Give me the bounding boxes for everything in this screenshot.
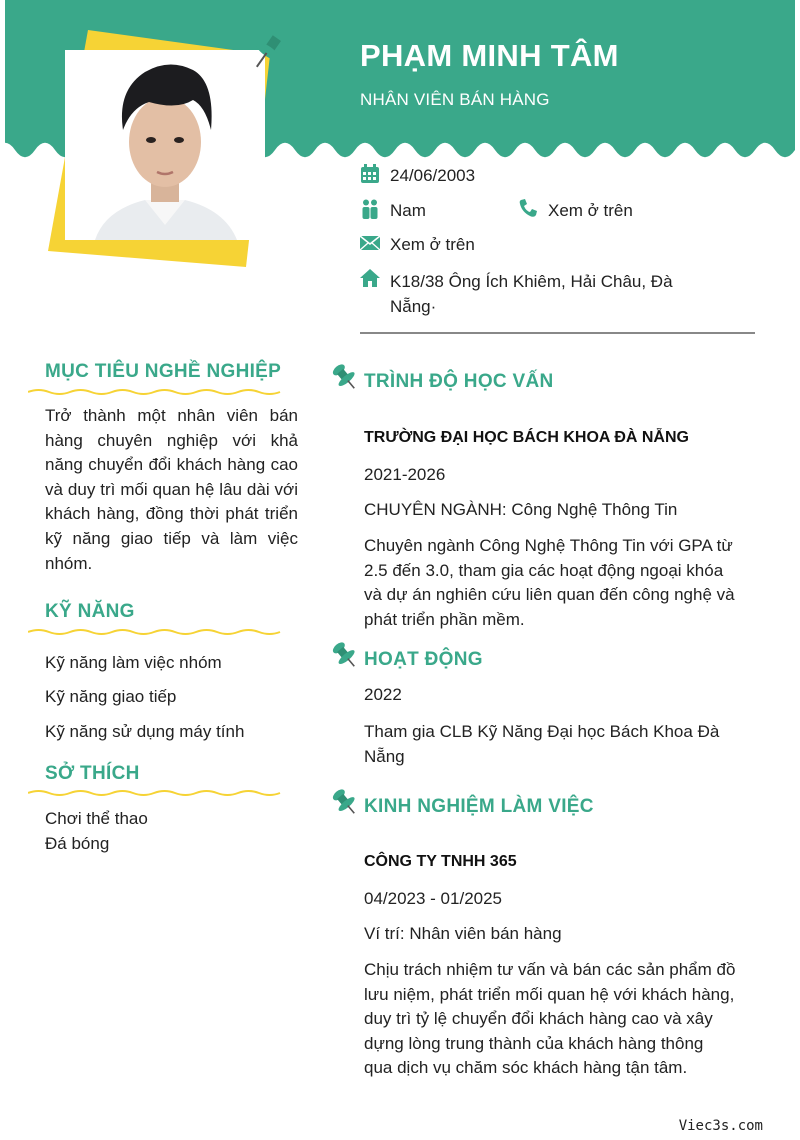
phone-value: Xem ở trên <box>548 201 633 220</box>
skill-item: Kỹ năng làm việc nhóm <box>45 653 222 672</box>
company-name: CÔNG TY TNHH 365 <box>364 853 517 870</box>
activities-description: Tham gia CLB Kỹ Năng Đại học Bách Khoa Đà Nẵng <box>364 722 720 766</box>
objective-heading: MỤC TIÊU NGHỀ NGHIỆP <box>45 361 282 382</box>
candidate-name: PHẠM MINH TÂM <box>360 38 619 73</box>
gender-value: Nam <box>390 201 426 220</box>
phone-icon <box>518 198 538 218</box>
mail-icon <box>360 235 380 251</box>
people-icon <box>360 199 380 219</box>
candidate-role: NHÂN VIÊN BÁN HÀNG <box>360 90 550 109</box>
contact-divider <box>360 332 755 334</box>
pushpin-icon <box>330 787 358 817</box>
experience-heading: KINH NGHIỆM LÀM VIỆC <box>364 796 594 817</box>
pushpin-icon <box>248 24 292 74</box>
education-major: CHUYÊN NGÀNH: Công Nghệ Thông Tin <box>364 500 678 519</box>
skill-item: Kỹ năng giao tiếp <box>45 687 177 706</box>
school-name: TRƯỜNG ĐẠI HỌC BÁCH KHOA ĐÀ NẴNG <box>364 429 689 446</box>
skills-underline <box>28 626 284 638</box>
profile-photo <box>65 50 265 240</box>
experience-description: Chịu trách nhiệm tư vấn và bán các sản phẩm đồ lưu niệm, phát triển mối quan hệ với khách hàng, duy trì tỷ lệ chuyển đổi khách hàng cao và xây dựng lòng trung thành của khách hàng thông qua dịch vụ chăm sóc khách hàng tận tâm. <box>364 960 736 1078</box>
home-icon <box>360 269 380 287</box>
hobbies-underline <box>28 787 284 799</box>
calendar-icon <box>360 164 380 184</box>
objective-text: Trở thành một nhân viên bán hàng chuyên nghiệp với khả năng chuyển đổi khách hàng cao và duy trì mối quan hệ lâu dài với khách hàng, đồng thời phát triển kỹ năng giao tiếp và làm việc nhóm. <box>45 406 298 573</box>
portrait-image <box>65 50 265 240</box>
hobbies-heading: SỞ THÍCH <box>45 763 140 784</box>
skills-heading: KỸ NĂNG <box>45 601 135 622</box>
hobby-item: Chơi thể thao <box>45 809 148 828</box>
activities-year: 2022 <box>364 685 402 704</box>
objective-underline <box>28 386 284 398</box>
experience-position: Ví trí: Nhân viên bán hàng <box>364 924 562 943</box>
address-value: K18/38 Ông Ích Khiêm, Hải Châu, Đà Nẵng· <box>390 272 673 316</box>
education-heading: TRÌNH ĐỘ HỌC VẤN <box>364 371 554 392</box>
education-years: 2021-2026 <box>364 465 446 484</box>
pushpin-icon <box>330 362 358 392</box>
activities-heading: HOẠT ĐỘNG <box>364 649 483 670</box>
skill-item: Kỹ năng sử dụng máy tính <box>45 722 245 741</box>
pushpin-icon <box>330 640 358 670</box>
hobby-item: Đá bóng <box>45 834 110 853</box>
experience-period: 04/2023 - 01/2025 <box>364 889 503 908</box>
education-description: Chuyên ngành Công Nghệ Thông Tin với GPA từ 2.5 đến 3.0, tham gia các hoạt động ngoại khóa và dự án nghiên cứu liên quan đến công nghệ và phát triển phần mềm. <box>364 536 735 629</box>
watermark: Viec3s.com <box>678 1118 763 1134</box>
email-value: Xem ở trên <box>390 235 475 254</box>
birthday-value: 24/06/2003 <box>390 166 476 185</box>
